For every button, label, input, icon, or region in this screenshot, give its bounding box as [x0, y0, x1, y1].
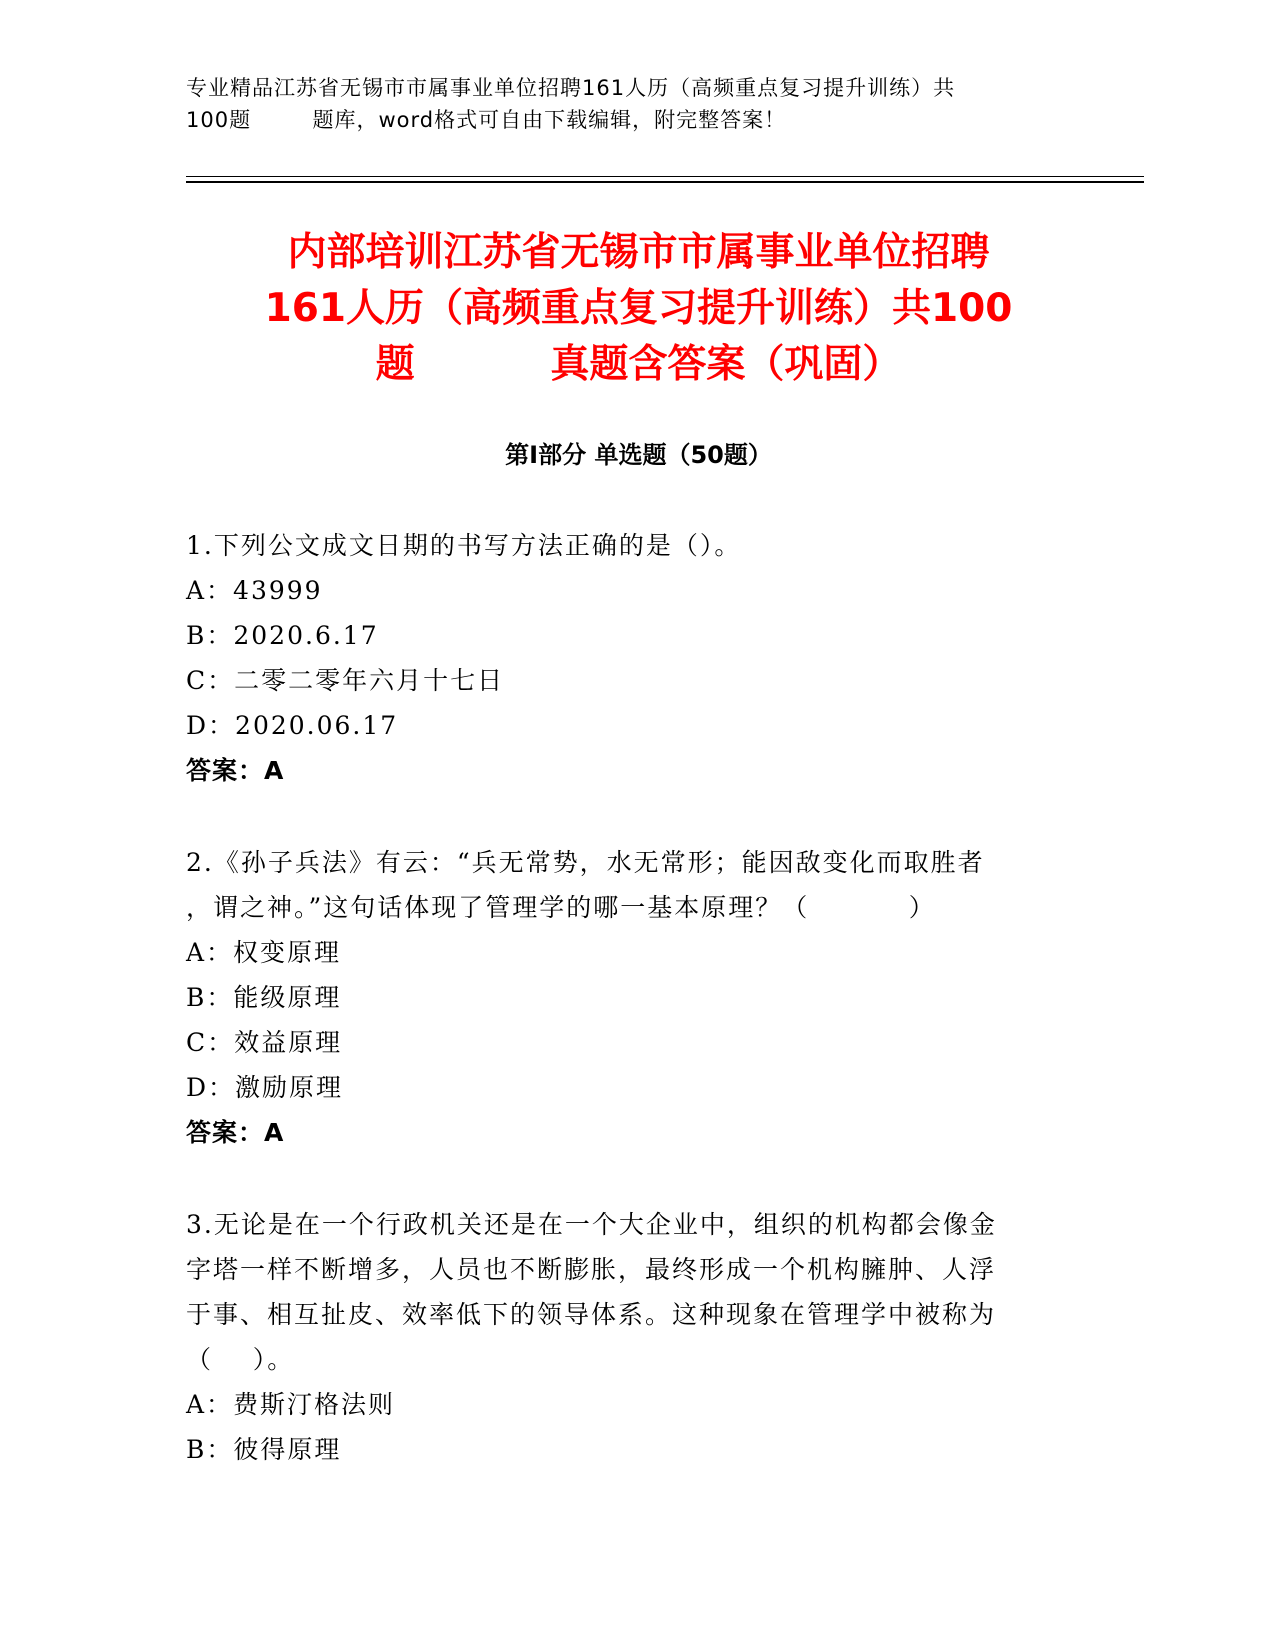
option-c: C：二零二零年六月十七日 — [186, 666, 505, 695]
title-line-3: 题 真题含答案（巩固） — [375, 342, 902, 387]
title-line-2: 161人历（高频重点复习提升训练）共100 — [264, 286, 1013, 331]
answer: 答案：A — [186, 756, 285, 785]
header-divider-thick — [186, 181, 1144, 183]
question-stem: 于事、相互扯皮、效率低下的领导体系。这种现象在管理学中被称为 — [186, 1300, 997, 1329]
header-line-2: 100题 题库，word格式可自由下载编辑，附完整答案！ — [186, 108, 787, 132]
section-title: 第Ⅰ部分 单选题（50题） — [505, 441, 772, 469]
title-line-1: 内部培训江苏省无锡市市属事业单位招聘 — [287, 230, 990, 275]
option-b: B：2020.6.17 — [186, 621, 379, 650]
option-a: A：43999 — [186, 576, 323, 605]
question-1 — [186, 523, 1066, 793]
option-a: A：权变原理 — [186, 938, 342, 967]
option-b: B：能级原理 — [186, 983, 342, 1012]
answer: 答案：A — [186, 1118, 285, 1147]
header-divider-thin — [186, 176, 1144, 177]
option-b: B：彼得原理 — [186, 1435, 342, 1464]
option-d: D：激励原理 — [186, 1073, 344, 1102]
question-2 — [186, 840, 1066, 1155]
question-stem: 3.无论是在一个行政机关还是在一个大企业中，组织的机构都会像金 — [186, 1210, 997, 1239]
option-a: A：费斯汀格法则 — [186, 1390, 396, 1419]
option-d: D：2020.06.17 — [186, 711, 399, 740]
page-header — [186, 72, 1066, 136]
question-stem: 字塔一样不断增多，人员也不断膨胀，最终形成一个机构臃肿、人浮 — [186, 1255, 997, 1284]
header-line-1: 专业精品江苏省无锡市市属事业单位招聘161人历（高频重点复习提升训练）共 — [186, 76, 956, 100]
question-stem: 2.《孙子兵法》有云：“兵无常势，水无常形；能因敌变化而取胜者 — [186, 848, 985, 877]
option-c: C：效益原理 — [186, 1028, 343, 1057]
question-stem: ，谓之神。”这句话体现了管理学的哪一基本原理？（ ） — [186, 893, 936, 922]
question-stem: （ ）。 — [186, 1345, 295, 1374]
question-stem: 1.下列公文成文日期的书写方法正确的是（）。 — [186, 531, 742, 560]
document-title — [186, 225, 1091, 393]
question-3 — [186, 1202, 1066, 1472]
